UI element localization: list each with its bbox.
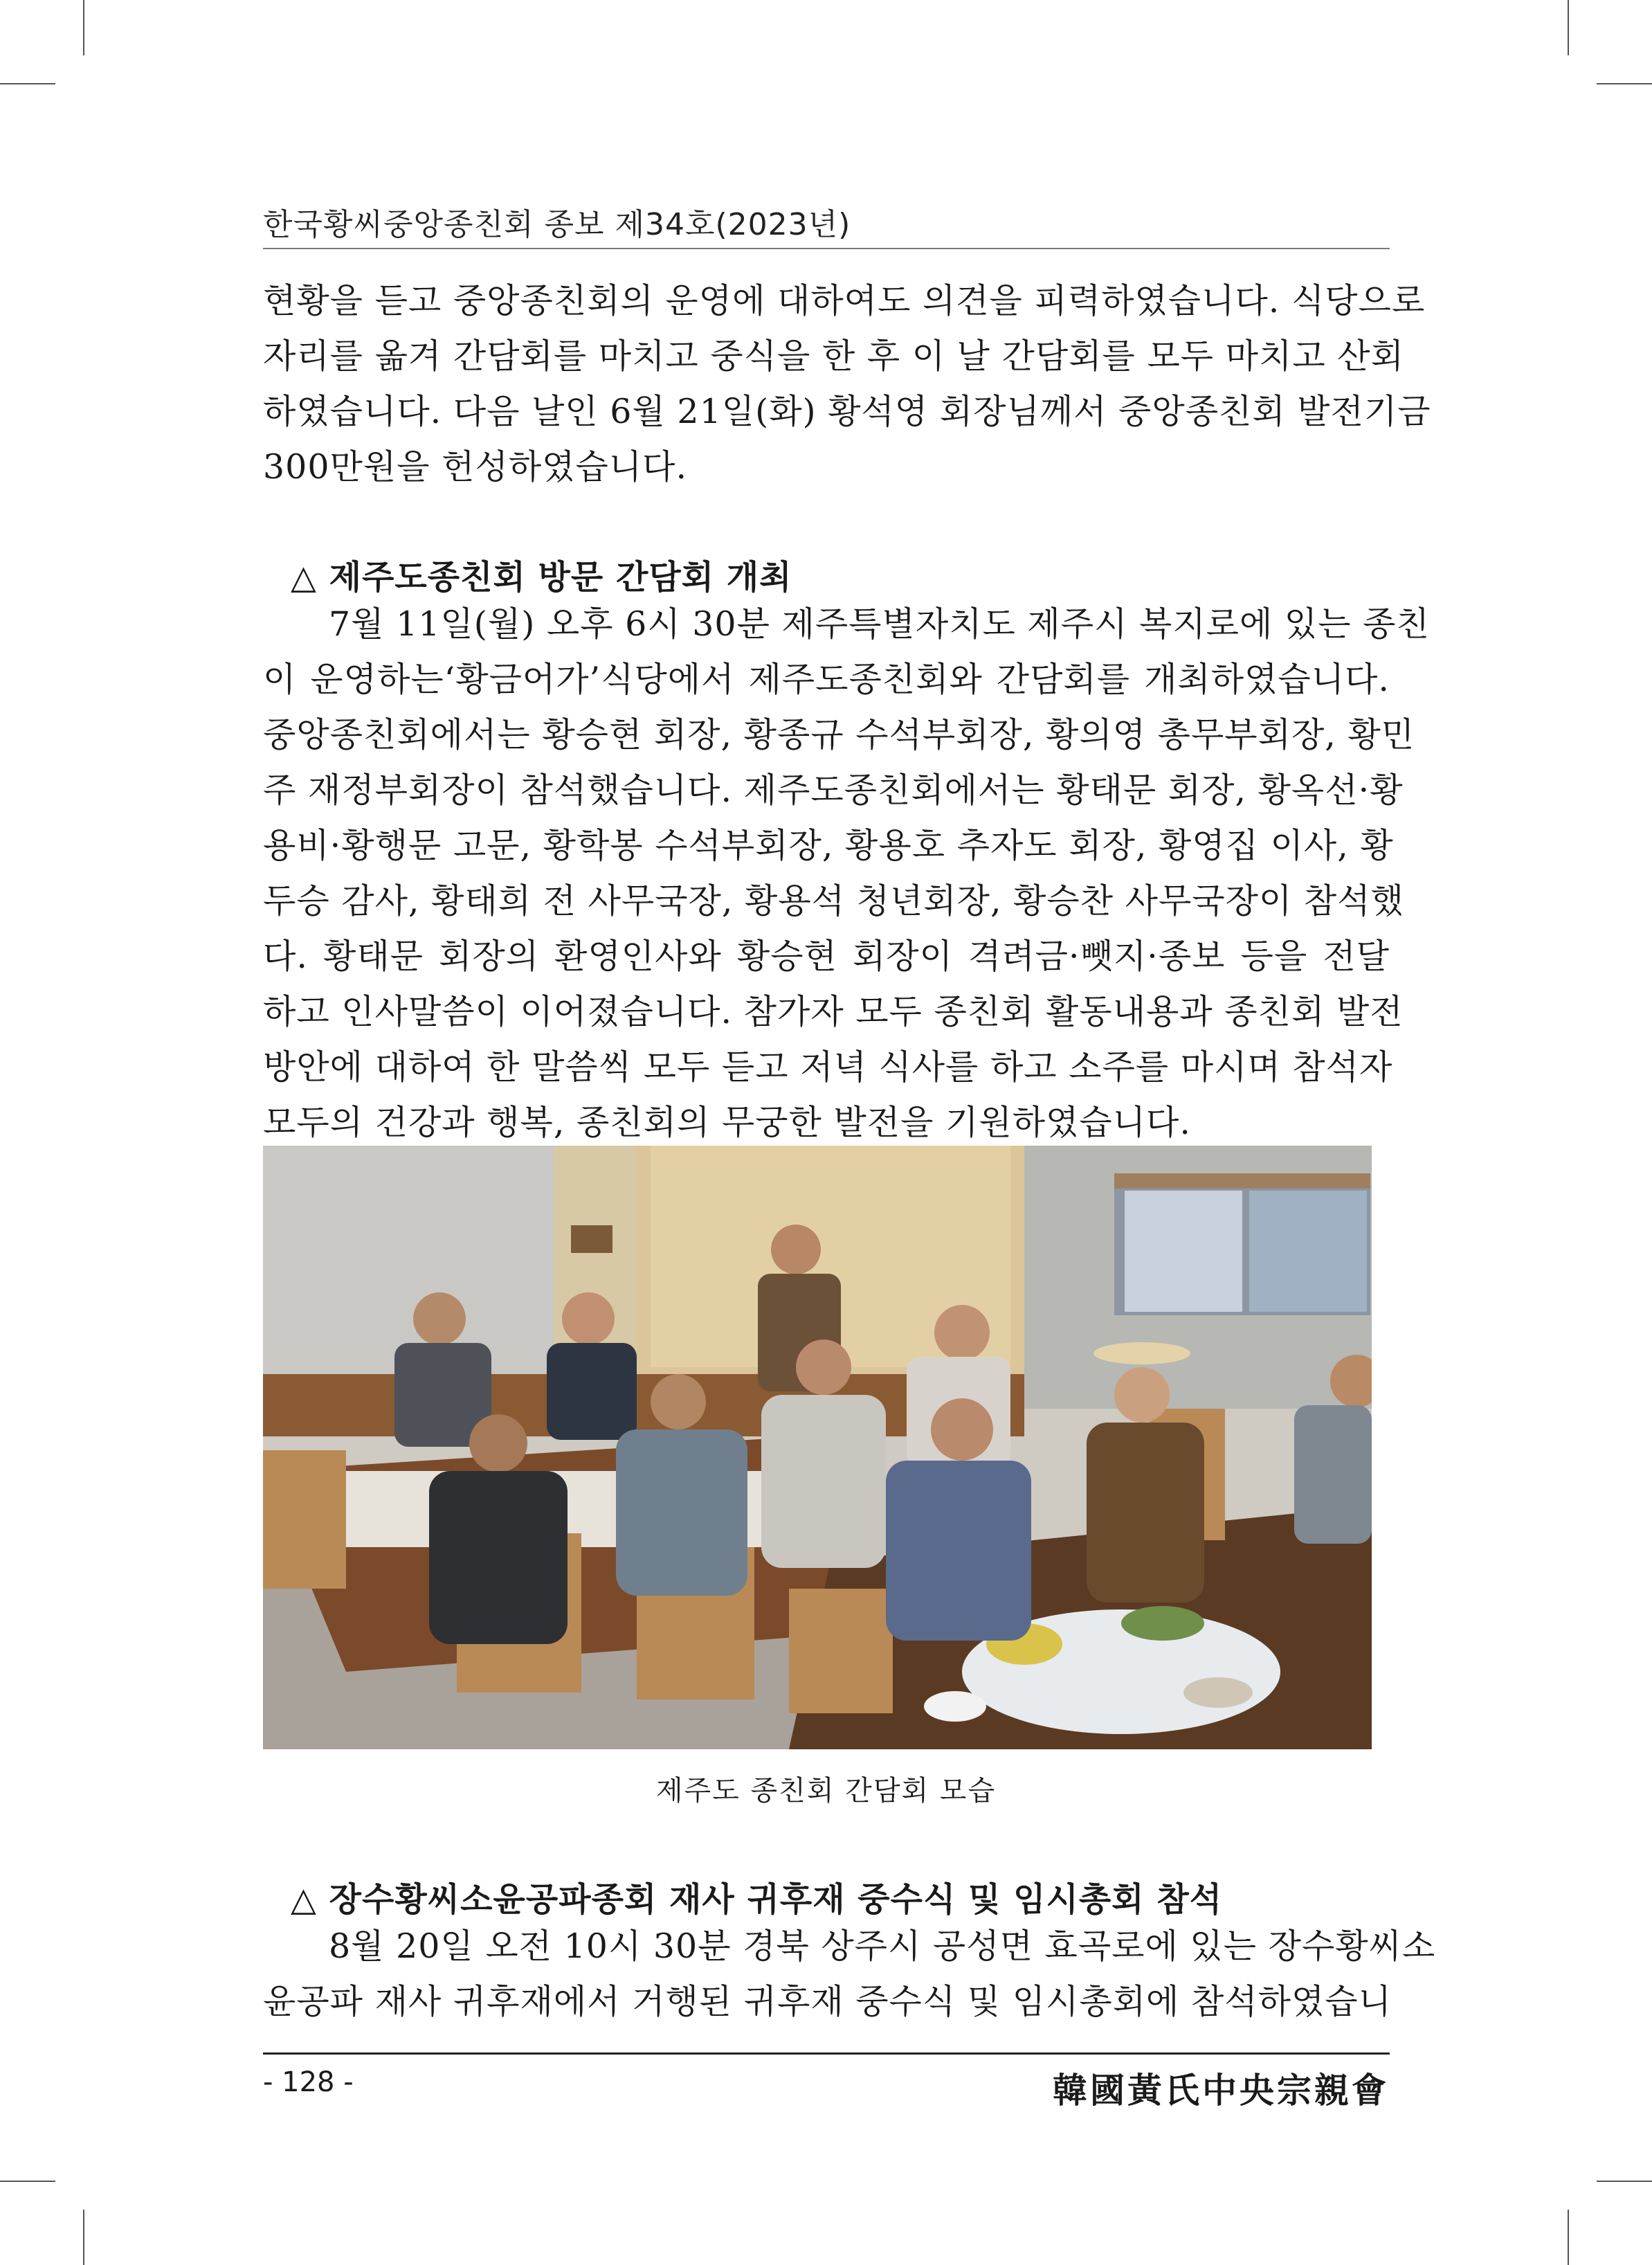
text-line: 현황을 듣고 중앙종친회의 운영에 대하여도 의견을 피력하였습니다. 식당으로 xyxy=(263,281,1426,321)
crop-mark xyxy=(0,83,55,84)
crop-mark xyxy=(0,2181,55,2182)
text-line: 하고 인사말씀이 이어졌습니다. 참가자 모두 종친회 활동내용과 종친회 발전 xyxy=(263,992,1404,1031)
crop-mark xyxy=(1568,0,1569,55)
text-line: 윤공파 재사 귀후재에서 거행된 귀후재 중수식 및 임시총회에 참석하였습니 xyxy=(263,1982,1392,2021)
running-header: 한국황씨중앙종친회 종보 제34호(2023년) xyxy=(263,207,851,242)
section-heading: △ 장수황씨소윤공파종회 재사 귀후재 중수식 및 임시총회 참석 xyxy=(291,1880,1223,1919)
text-line: 방안에 대하여 한 말씀씩 모두 듣고 저녁 식사를 하고 소주를 마시며 참석자 xyxy=(263,1047,1393,1087)
section-heading: △ 제주도종친회 방문 간담회 개최 xyxy=(291,558,792,597)
page-number: - 128 - xyxy=(263,2066,354,2098)
photo-caption: 제주도 종친회 간담회 모습 xyxy=(655,1775,997,1807)
crop-mark xyxy=(83,2210,84,2265)
text-line: 주 재정부회장이 참석했습니다. 제주도종친회에서는 황태문 회장, 황옥선·황 xyxy=(263,770,1404,810)
crop-mark xyxy=(1568,2210,1569,2265)
text-line: 다. 황태문 회장의 환영인사와 황승현 회장이 격려금·뺏지·종보 등을 전달 xyxy=(263,937,1390,976)
text-line: 7월 11일(월) 오후 6시 30분 제주특별자치도 제주시 복지로에 있는 종친 xyxy=(329,604,1430,644)
text-line: 8월 20일 오전 10시 30분 경북 상주시 공성면 효곡로에 있는 장수황씨소 xyxy=(329,1926,1436,1966)
header-divider xyxy=(263,248,1390,249)
text-line: 두승 감사, 황태희 전 사무국장, 황용석 청년회장, 황승찬 사무국장이 참석했 xyxy=(263,881,1404,921)
section-body xyxy=(263,1919,1436,2030)
crop-mark xyxy=(83,0,84,55)
text-line: 하였습니다. 다음 날인 6월 21일(화) 황석영 회장님께서 중앙종친회 발전기금 xyxy=(263,392,1431,431)
section-body xyxy=(263,597,1430,1150)
crop-mark xyxy=(1597,83,1652,84)
text-line: 자리를 옮겨 간담회를 마치고 중식을 한 후 이 날 간담회를 모두 마치고 산회 xyxy=(263,336,1404,376)
text-line: 용비·황행문 고문, 황학봉 수석부회장, 황용호 추자도 회장, 황영집 이사, 황 xyxy=(263,826,1394,865)
footer-divider xyxy=(263,2052,1390,2055)
crop-mark xyxy=(1597,2181,1652,2182)
org-name-logo: 韓國黃氏中央宗親會 xyxy=(1053,2070,1389,2111)
intro-paragraph xyxy=(263,273,1431,495)
text-line: 300만원을 헌성하였습니다. xyxy=(263,447,688,487)
text-line: 중앙종친회에서는 황승현 회장, 황종규 수석부회장, 황의영 총무부회장, 황민 xyxy=(263,715,1415,755)
meeting-photo xyxy=(263,1146,1372,1749)
text-line: 모두의 건강과 행복, 종친회의 무궁한 발전을 기원하였습니다. xyxy=(263,1103,1191,1142)
text-line: 이 운영하는‘황금어가’식당에서 제주도종친회와 간담회를 개최하였습니다. xyxy=(263,660,1390,699)
